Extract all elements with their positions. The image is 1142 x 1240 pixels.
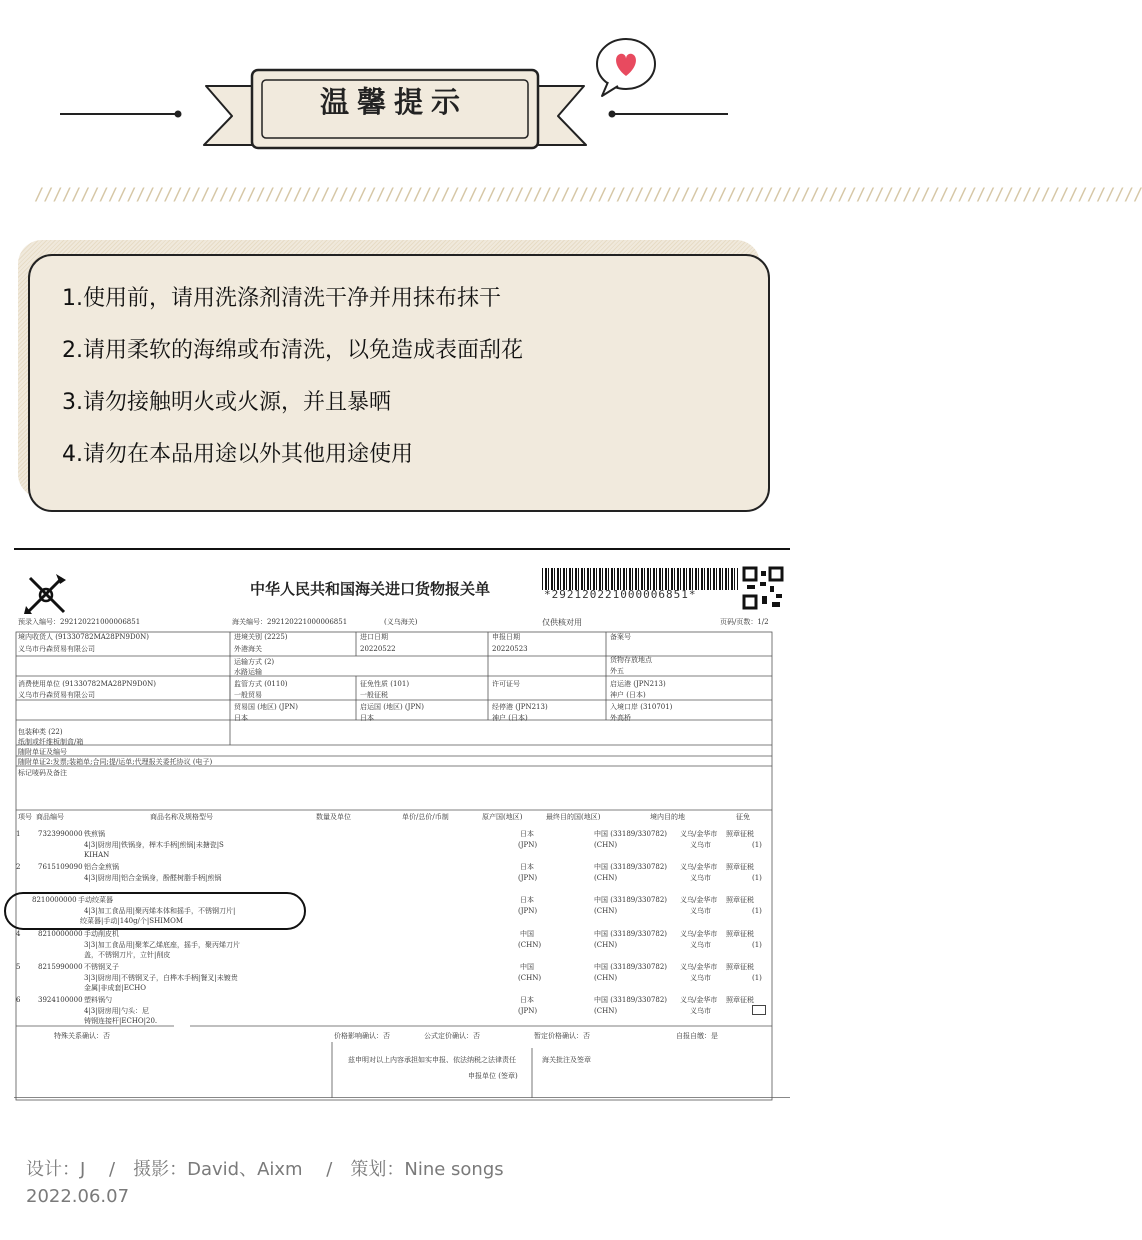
heart-bubble-icon	[592, 36, 658, 100]
goods-dest: 中国 (33189/330782)	[594, 863, 668, 871]
barcode-number: *292120221000006851*	[544, 588, 697, 601]
tip-item: 4.请勿在本品用途以外其他用途使用	[62, 442, 413, 467]
goods-header: 单价/总价/币制	[402, 813, 449, 821]
goods-header: 征免	[736, 813, 750, 821]
goods-no: 6	[16, 996, 21, 1004]
package-label: 包装种类 (22)	[18, 728, 63, 736]
goods-code: 8210000000	[38, 930, 83, 938]
attached-value: 随附单证2:发票;装箱单;合同;提/运单;代理报关委托协议 (电子)	[18, 758, 213, 766]
entry-port-label: 进境关别 (2225)	[234, 633, 288, 641]
tip-item: 2.请用柔软的海绵或布清洗，以免造成表面刮花	[62, 338, 523, 363]
goods-tax-code: (1)	[752, 907, 762, 915]
entry-point-value: 外高桥	[610, 714, 631, 722]
storage-value: 外五	[610, 667, 624, 675]
goods-origin-code: (JPN)	[518, 907, 538, 915]
goods-tax-code: (1)	[752, 974, 762, 982]
goods-origin: 日本	[520, 996, 534, 1004]
special-relation: 特殊关系确认：否	[54, 1032, 110, 1040]
goods-dest-code: (CHN)	[594, 941, 618, 949]
goods-tax: 照章征税	[726, 996, 754, 1004]
goods-code: 8215990000	[38, 963, 83, 971]
goods-no: 5	[16, 963, 21, 971]
declare-date-value: 20220523	[492, 645, 528, 653]
tax-nature-value: 一般征税	[360, 691, 388, 699]
checkbox-box	[752, 1005, 766, 1015]
goods-place2: 义乌市	[690, 841, 711, 849]
consignee-label: 境内收货人 (91330782MA28PN9D0N)	[18, 633, 149, 641]
consignee-value: 义乌市丹森贸易有限公司	[18, 645, 95, 653]
declarant-signature: 申报单位 (签章)	[468, 1072, 518, 1080]
tax-nature-label: 征免性质 (101)	[360, 680, 410, 688]
transport-value: 水路运输	[234, 668, 262, 676]
barcode	[542, 568, 738, 590]
goods-tax: 照章征税	[726, 863, 754, 871]
goods-place2: 义乌市	[690, 874, 711, 882]
goods-tax: 照章征税	[726, 896, 754, 904]
declare-date-label: 申报日期	[492, 633, 520, 641]
redaction-block	[174, 1000, 190, 1034]
goods-name: 不锈钢叉子	[84, 963, 119, 971]
date: 2022.06.07	[26, 1186, 130, 1207]
goods-place: 义乌/金华市	[680, 830, 718, 838]
import-date-label: 进口日期	[360, 633, 388, 641]
goods-header: 商品编号	[36, 813, 64, 821]
trade-country-label: 贸易国 (地区) (JPN)	[234, 703, 299, 711]
goods-dest-code: (CHN)	[594, 874, 618, 882]
goods-spec2: KIHAN	[84, 851, 110, 859]
customs-name: (义乌海关)	[384, 618, 418, 626]
goods-tax: 照章征税	[726, 930, 754, 938]
goods-tax-code: (1)	[752, 941, 762, 949]
goods-header: 数量及单位	[316, 813, 351, 821]
customs-no: 海关编号：292120221000006851	[232, 618, 348, 626]
goods-dest: 中国 (33189/330782)	[594, 996, 668, 1004]
goods-origin: 日本	[520, 830, 534, 838]
goods-origin-code: (CHN)	[518, 941, 542, 949]
page-count: 页码/页数：1/2	[720, 618, 769, 626]
goods-place: 义乌/金华市	[680, 996, 718, 1004]
import-date-value: 20220522	[360, 645, 396, 653]
bottom-grid	[14, 1040, 774, 1100]
goods-place: 义乌/金华市	[680, 863, 718, 871]
customs-remark: 海关批注及签章	[542, 1056, 591, 1064]
goods-dest: 中国 (33189/330782)	[594, 963, 668, 971]
qr-code-icon	[744, 568, 782, 610]
supervision-label: 监管方式 (0110)	[234, 680, 288, 688]
transport-label: 运输方式 (2)	[234, 658, 275, 666]
goods-place2: 义乌市	[690, 907, 711, 915]
goods-spec: 3|3|加工食品用|聚苯乙烯底座，摇手，聚丙烯刀片	[84, 941, 240, 949]
goods-spec2: 铸钢连接杆|ECHO|20.	[84, 1017, 158, 1025]
goods-origin: 中国	[520, 930, 534, 938]
goods-place2: 义乌市	[690, 974, 711, 982]
goods-header: 境内目的地	[650, 813, 685, 821]
package-value: 纸制或纤维板制盒/箱	[18, 738, 84, 746]
goods-header: 商品名称及规格型号	[150, 813, 213, 821]
marks-label: 标记唛码及备注	[18, 769, 67, 777]
goods-origin-code: (JPN)	[518, 874, 538, 882]
origin-country-value: 日本	[360, 714, 374, 722]
goods-place2: 义乌市	[690, 1007, 711, 1015]
highlight-circle	[4, 892, 306, 930]
goods-tax-code: (1)	[752, 874, 762, 882]
tips-list	[62, 283, 523, 491]
goods-name: 铁煎锅	[84, 830, 105, 838]
goods-origin: 日本	[520, 863, 534, 871]
consumer-label: 消费使用单位 (91330782MA28PN9D0N)	[18, 680, 156, 688]
goods-spec2: 绞菜器|手动|140g/个|SHIMOM	[80, 917, 184, 925]
entry-point-label: 入境口岸 (310701)	[610, 703, 673, 711]
declaration-title: 中华人民共和国海关进口货物报关单	[250, 580, 491, 598]
goods-name: 手动削皮机	[84, 930, 119, 938]
goods-dest-code: (CHN)	[594, 1007, 618, 1015]
banner-title: 温馨提示	[319, 85, 468, 119]
goods-spec2: 金属|非成套|ECHO	[84, 984, 147, 992]
goods-spec: 3|3|厨房用|不锈钢叉子，白桦木手柄|餐叉|未镀贵	[84, 974, 238, 982]
goods-dest: 中国 (33189/330782)	[594, 930, 668, 938]
goods-place: 义乌/金华市	[680, 896, 718, 904]
trade-country-value: 日本	[234, 714, 248, 722]
record-no-label: 备案号	[610, 633, 631, 641]
goods-place2: 义乌市	[690, 941, 711, 949]
goods-dest: 中国 (33189/330782)	[594, 830, 668, 838]
tip-item: 1.使用前，请用洗涤剂清洗干净并用抹布抹干	[62, 286, 501, 311]
goods-place: 义乌/金华市	[680, 963, 718, 971]
goods-tax: 照章征税	[726, 830, 754, 838]
goods-tax-code: (1)	[752, 841, 762, 849]
goods-origin-code: (JPN)	[518, 1007, 538, 1015]
formula-price: 公式定价确认：否	[424, 1032, 480, 1040]
goods-header: 原产国(地区)	[482, 813, 523, 821]
origin-country-label: 启运国 (地区) (JPN)	[360, 703, 425, 711]
customs-declaration	[14, 548, 790, 1098]
credits: 设计：J / 摄影：David、Aixm / 策划：Nine songs	[26, 1159, 504, 1180]
goods-name: 塑料锅勺	[84, 996, 112, 1004]
supervision-value: 一般贸易	[234, 691, 262, 699]
goods-tax: 照章征税	[726, 963, 754, 971]
departure-port-label: 启运港 (JPN213)	[610, 680, 666, 688]
goods-no: 2	[16, 863, 21, 871]
copy-note: 仅供核对用	[542, 618, 582, 627]
goods-no: 4	[16, 930, 21, 938]
entry-port-value: 外港海关	[234, 645, 262, 653]
goods-code: 3924100000	[38, 996, 83, 1004]
goods-name: 手动绞菜器	[78, 896, 113, 904]
price-impact: 价格影响确认：否	[334, 1032, 390, 1040]
banner	[0, 0, 790, 170]
goods-dest-code: (CHN)	[594, 841, 618, 849]
via-port-value: 神户 (日本)	[492, 714, 528, 722]
goods-origin-code: (JPN)	[518, 841, 538, 849]
goods-spec2: 盖，不锈钢刀片，立针|削皮	[84, 951, 171, 959]
statement: 兹申明对以上内容承担如实申报、依法纳税之法律责任	[348, 1056, 516, 1064]
pre-entry-no: 预录入编号：292120221000006851	[18, 618, 141, 626]
consumer-value: 义乌市丹森贸易有限公司	[18, 691, 95, 699]
goods-origin: 日本	[520, 896, 534, 904]
goods-origin-code: (CHN)	[518, 974, 542, 982]
goods-spec: 4|3|厨房用|铁锅身，榉木手柄|煎锅|未搪瓷|S	[84, 841, 224, 849]
goods-spec: 4|3|加工食品用|聚丙烯本体和摇手，不锈钢刀片|	[84, 907, 236, 915]
goods-code: 7323990000	[38, 830, 83, 838]
goods-header: 最终目的国(地区)	[546, 813, 601, 821]
departure-port-value: 神户 (日本)	[610, 691, 646, 699]
goods-header: 项号	[18, 813, 32, 821]
via-port-label: 经停港 (JPN213)	[492, 703, 548, 711]
tip-item: 3.请勿接触明火或火源，并且暴晒	[62, 390, 391, 415]
goods-spec: 4|3|厨房用|铝合金锅身，酚醛树脂手柄|煎锅	[84, 874, 222, 882]
goods-spec: 4|3|厨房用|勺头：尼	[84, 1007, 149, 1015]
goods-no: 1	[16, 830, 21, 838]
provisional-price: 暂定价格确认：否	[534, 1032, 590, 1040]
self-report: 自报自缴：是	[676, 1032, 718, 1040]
goods-place: 义乌/金华市	[680, 930, 718, 938]
storage-label: 货物存放地点	[610, 656, 652, 664]
customs-emblem-icon	[22, 570, 70, 618]
hatch-divider: ////////////////////////////////////////////////////////////////////////////////////////////////////////////////////////	[34, 185, 1142, 205]
goods-dest-code: (CHN)	[594, 974, 618, 982]
goods-code: 8210000000	[32, 896, 77, 904]
attached-label: 随附单证及编号	[18, 748, 67, 756]
goods-code: 7615109090	[38, 863, 83, 871]
goods-name: 铝合金煎锅	[84, 863, 119, 871]
goods-origin: 中国	[520, 963, 534, 971]
license-label: 许可证号	[492, 680, 520, 688]
goods-dest-code: (CHN)	[594, 907, 618, 915]
goods-dest: 中国 (33189/330782)	[594, 896, 668, 904]
